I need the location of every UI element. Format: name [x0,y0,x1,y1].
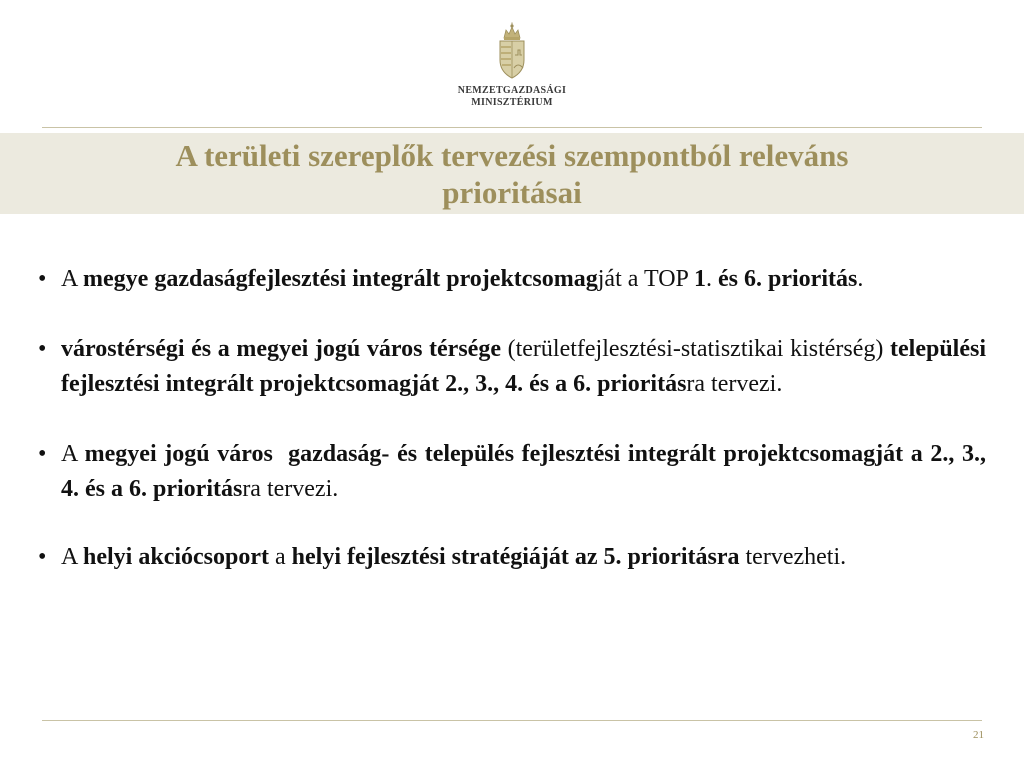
bullet-text: . [857,266,864,292]
bullet-marker: • [38,266,47,292]
bullet-text: A [61,441,85,467]
slide-title-line1: A területi szereplők tervezési szempontból releváns [175,137,849,173]
bullet-bold-text: 1 [694,266,706,292]
bullet-item-varosterseg [38,332,986,402]
bullet-item-helyi-akciocsoport [38,540,986,575]
bullet-bold-text: megyei jogú város gazdaság- és település fejlesztési integrált projektcsomagját a 2., 3., 4. és a 6. prioritás [61,441,992,502]
header-divider [42,127,982,128]
bullet-text: ra tervezi. [686,371,783,397]
bullet-bold-text: helyi akciócsoport [83,544,270,570]
bullet-item-megye [38,262,986,297]
bullet-text: A [61,266,84,292]
bullet-item-megyei-jogu-varos [38,437,992,507]
hungarian-coat-of-arms-icon [495,22,529,82]
page-number: 21 [973,729,984,741]
ministry-logo [0,22,1024,109]
slide-title [176,137,849,211]
bullet-bold-text: helyi fejlesztési stratégiáját az 5. prioritásra [291,544,740,570]
ministry-name [458,85,566,109]
bullet-bold-text: és 6. prioritás [718,266,858,292]
ministry-name-line1: NEMZETGAZDASÁGI [457,85,567,96]
bullet-bold-text: várostérségi és a megyei jogú város térsége [61,336,501,362]
bullet-text: a [269,544,292,570]
bullet-marker: • [38,336,47,362]
slide-title-line2: prioritásai [442,174,582,210]
bullet-text: ra tervezi. [242,476,339,502]
bullet-marker: • [38,544,47,570]
bullet-text: A [61,544,84,570]
bullet-text: (területfejlesztési-statisztikai kistérség) [500,336,891,362]
bullet-text: tervezheti. [739,544,847,570]
bullet-bold-text: települési fejlesztési integrált projektcsomagját 2., 3., 4. és a 6. prioritás [61,336,987,397]
title-band [0,133,1024,214]
bullet-marker: • [38,441,47,467]
bullet-list [38,262,992,575]
bullet-text: . [706,266,718,292]
footer-divider [42,720,982,721]
ministry-name-line2: MINISZTÉRIUM [471,97,553,108]
bullet-text: ját a TOP [597,266,694,292]
bullet-bold-text: megye gazdaságfejlesztési integrált projektcsomag [83,266,598,292]
